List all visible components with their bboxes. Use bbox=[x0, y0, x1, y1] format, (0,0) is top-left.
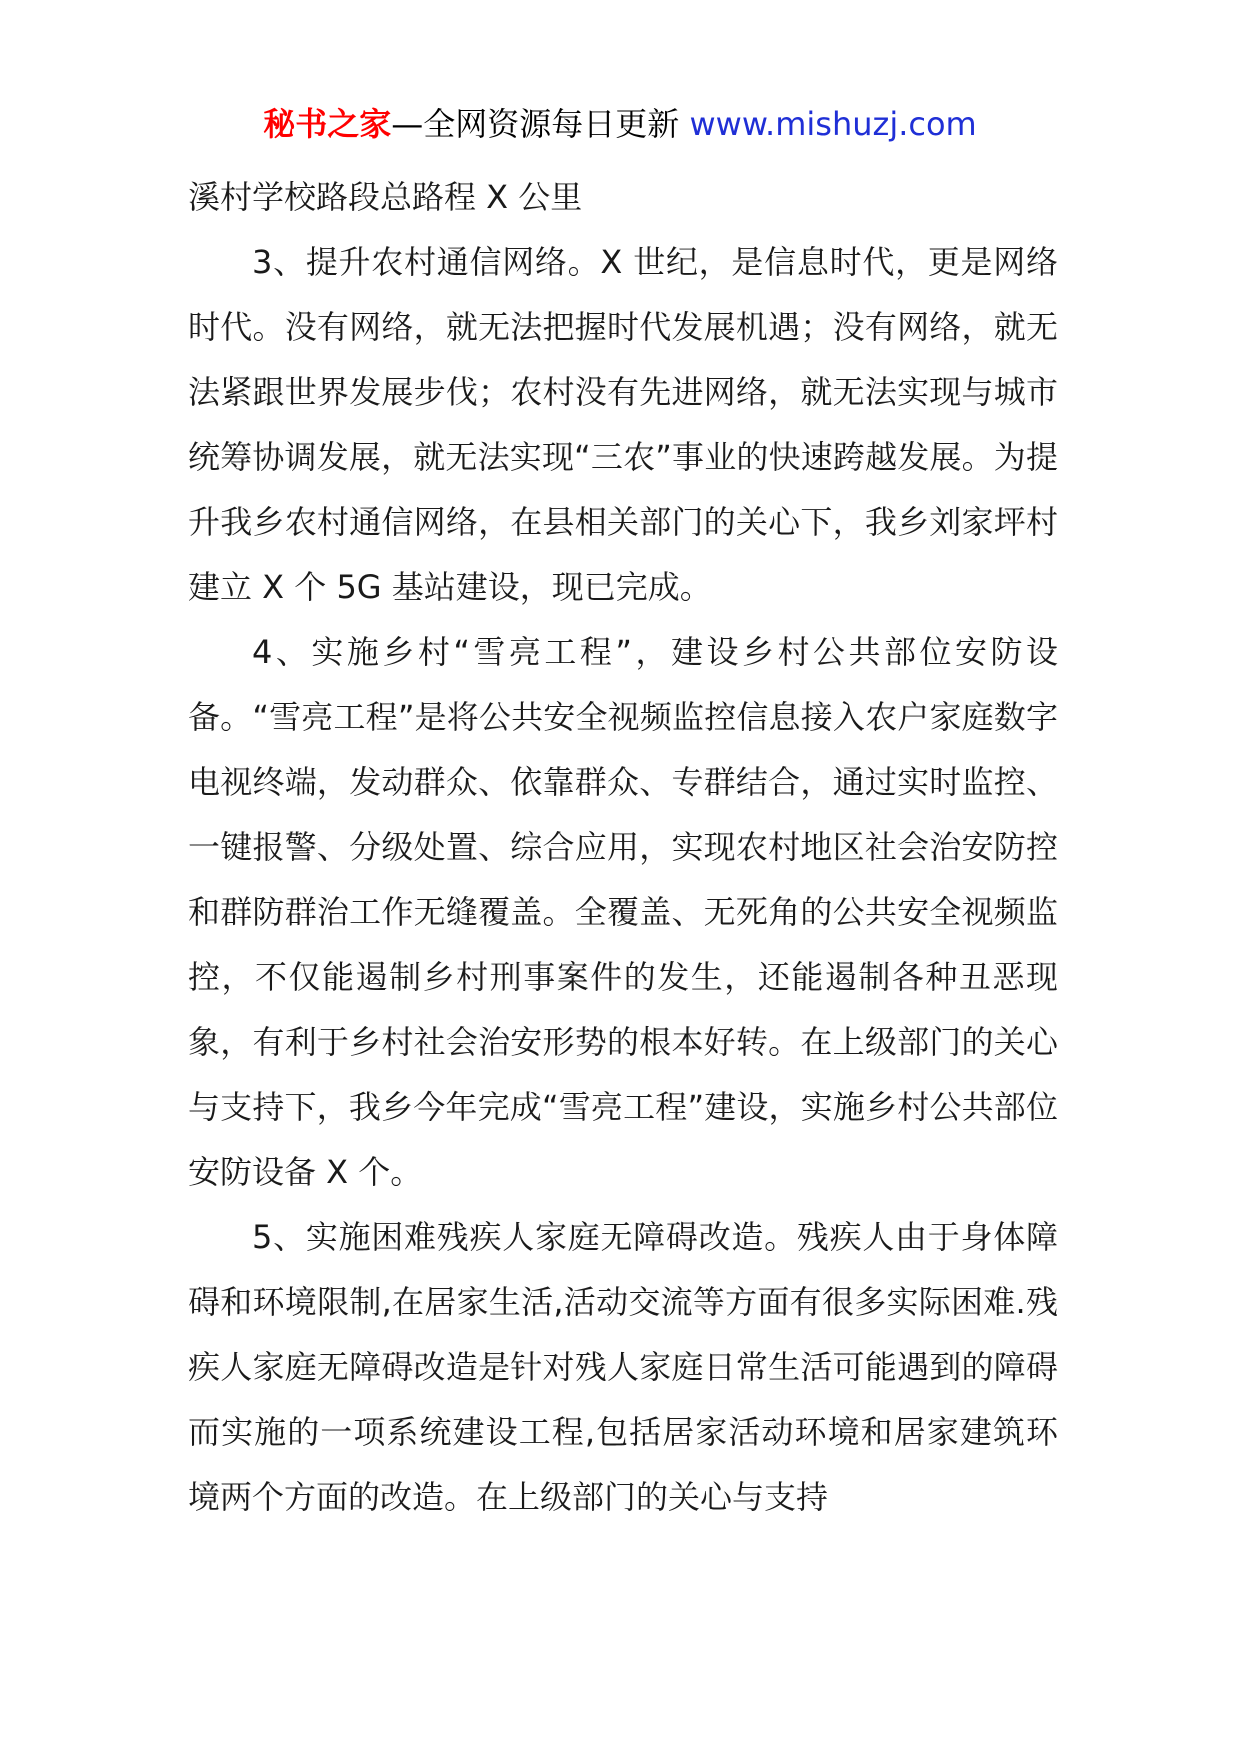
site-brand: 秘书之家 bbox=[263, 105, 392, 143]
document-body bbox=[188, 165, 1058, 1530]
paragraph-item-3: 3、提升农村通信网络。X 世纪，是信息时代，更是网络时代。没有网络，就无法把握时代发展机遇；没有网络，就无法紧跟世界发展步伐；农村没有先进网络，就无法实现与城市统筹协调发展，就无法实现“三农”事业的快速跨越发展。为提升我乡农村通信网络，在县相关部门的关心下，我乡刘家坪村建立 X 个 5G 基站建设，现已完成。 bbox=[188, 243, 1058, 606]
site-url-link[interactable]: www.mishuzj.com bbox=[689, 105, 977, 143]
paragraph-item-4: 4、实施乡村“雪亮工程”，建设乡村公共部位安防设备。“雪亮工程”是将公共安全视频监控信息接入农户家庭数字电视终端，发动群众、依靠群众、专群结合，通过实时监控、一键报警、分级处置、综合应用，实现农村地区社会治安防控和群防群治工作无缝覆盖。全覆盖、无死角的公共安全视频监控，不仅能遏制乡村刑事案件的发生，还能遏制各种丑恶现象，有利于乡村社会治安形势的根本好转。在上级部门的关心与支持下，我乡今年完成“雪亮工程”建设，实施乡村公共部位安防设备 X 个。 bbox=[188, 633, 1058, 1191]
paragraph-continuation: 溪村学校路段总路程 X 公里 bbox=[188, 178, 583, 216]
site-tagline: —全网资源每日更新 bbox=[391, 105, 680, 143]
paragraph-item-5: 5、实施困难残疾人家庭无障碍改造。残疾人由于身体障碍和环境限制,在居家生活,活动交流等方面有很多实际困难.残疾人家庭无障碍改造是针对残人家庭日常生活可能遇到的障碍而实施的一项系统建设工程,包括居家活动环境和居家建筑环境两个方面的改造。在上级部门的关心与支持 bbox=[188, 1218, 1058, 1516]
site-header bbox=[0, 100, 1240, 148]
